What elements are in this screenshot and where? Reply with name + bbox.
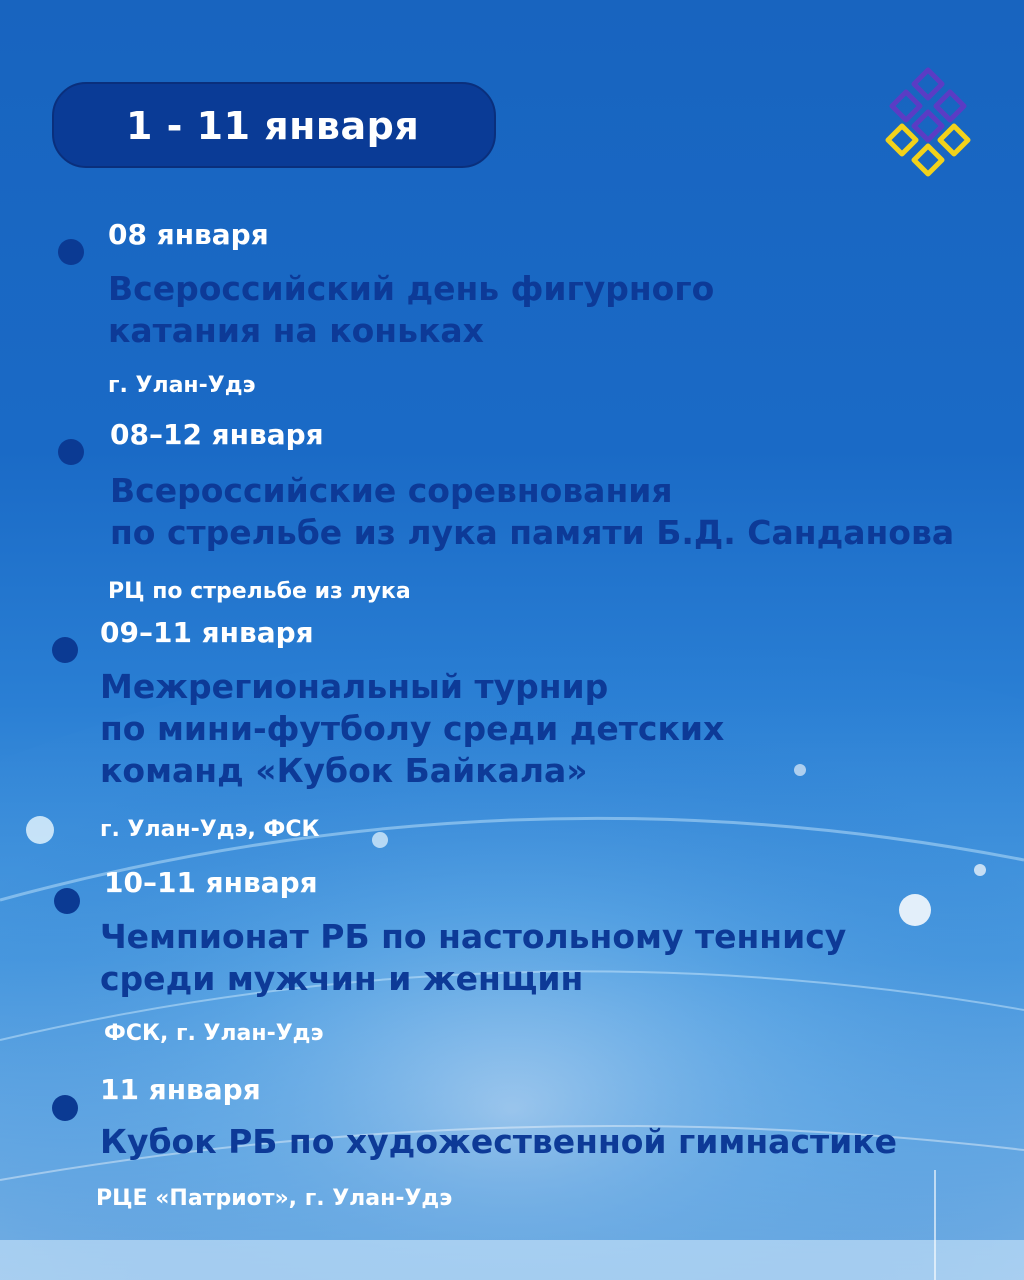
event-title-line: среди мужчин и женщин — [100, 959, 584, 998]
event-place: г. Улан-Удэ, ФСК — [100, 817, 320, 842]
event-bullet — [58, 239, 84, 265]
event-title — [108, 268, 714, 352]
event-place: РЦЕ «Патриот», г. Улан-Удэ — [96, 1186, 453, 1211]
event-date: 11 января — [100, 1073, 261, 1106]
date-range-header — [52, 82, 496, 168]
event-item — [110, 418, 954, 606]
event-title — [100, 1121, 897, 1163]
event-title — [100, 666, 724, 792]
event-title-line: команд «Кубок Байкала» — [100, 751, 588, 790]
event-item — [96, 1073, 898, 1213]
event-item — [100, 866, 847, 1048]
event-title-line: Всероссийские соревнования — [110, 471, 673, 510]
event-title — [100, 916, 846, 1000]
event-place: РЦ по стрельбе из лука — [108, 579, 411, 604]
event-title-line: по стрельбе из лука памяти Б.Д. Санданова — [110, 513, 955, 552]
event-item — [100, 616, 724, 844]
event-bullet — [52, 637, 78, 663]
event-title-line: Кубок РБ по художественной гимнастике — [100, 1122, 898, 1161]
event-title-line: Всероссийский день фигурного — [108, 269, 715, 308]
event-bullet — [54, 888, 80, 914]
event-bullet — [52, 1095, 78, 1121]
event-place: г. Улан-Удэ — [108, 373, 256, 398]
event-date: 09–11 января — [100, 616, 314, 649]
event-title-line: Межрегиональный турнир — [100, 667, 609, 706]
event-place: ФСК, г. Улан-Удэ — [104, 1021, 324, 1046]
event-item — [108, 218, 714, 400]
date-range-title: 1 - 11 января — [126, 104, 420, 148]
event-bullet — [58, 439, 84, 465]
ornament-logo-icon — [880, 64, 976, 182]
event-title-line: по мини-футболу среди детских — [100, 709, 725, 748]
event-title-line: катания на коньках — [108, 311, 484, 350]
event-date: 08–12 января — [110, 418, 324, 451]
event-date: 10–11 января — [104, 866, 318, 899]
event-title — [110, 470, 954, 554]
event-title-line: Чемпионат РБ по настольному теннису — [100, 917, 847, 956]
event-date: 08 января — [108, 218, 269, 251]
